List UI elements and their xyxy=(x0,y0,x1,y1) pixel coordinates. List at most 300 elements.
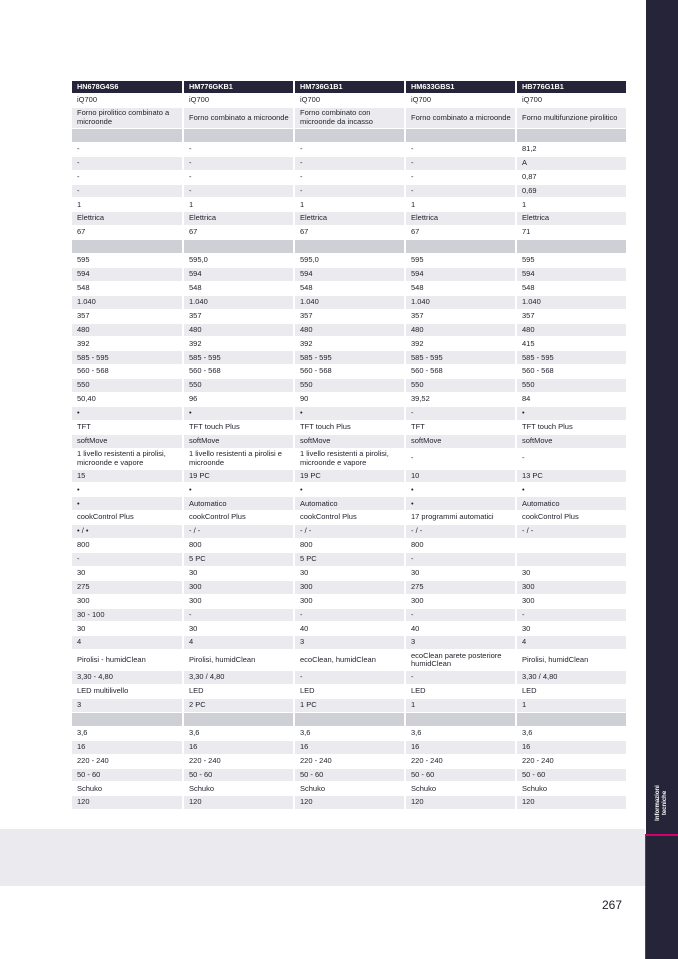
table-cell: Pirolisi, humidClean xyxy=(516,650,626,671)
table-cell: 84 xyxy=(516,393,626,407)
table-row xyxy=(72,768,626,782)
table-cell: 3,6 xyxy=(72,726,183,740)
table-row xyxy=(72,740,626,754)
table-cell: 3 xyxy=(294,636,405,650)
table-cell: Elettrica xyxy=(183,212,294,226)
table-cell: 120 xyxy=(183,796,294,810)
table-cell: 560 - 568 xyxy=(72,365,183,379)
table-cell: A xyxy=(516,156,626,170)
table-row xyxy=(72,726,626,740)
table-cell: - xyxy=(72,142,183,156)
table-cell: softMove xyxy=(183,434,294,448)
section-separator xyxy=(72,128,626,142)
table-cell: - / - xyxy=(405,525,516,539)
table-cell: • xyxy=(294,483,405,497)
table-cell: 3,6 xyxy=(294,726,405,740)
table-cell: 560 - 568 xyxy=(294,365,405,379)
table-cell: 16 xyxy=(516,740,626,754)
table-cell: TFT touch Plus xyxy=(516,420,626,434)
table-cell: softMove xyxy=(294,434,405,448)
spec-table-body xyxy=(72,81,626,810)
table-cell: 16 xyxy=(405,740,516,754)
table-cell: - xyxy=(405,448,516,469)
table-cell: 67 xyxy=(405,226,516,240)
table-cell: - xyxy=(72,156,183,170)
table-cell: - xyxy=(183,170,294,184)
table-cell: 40 xyxy=(405,622,516,636)
table-cell: 3 xyxy=(72,698,183,712)
table-cell: ecoClean parete posteriore humidClean xyxy=(405,650,516,671)
table-cell: 220 - 240 xyxy=(516,754,626,768)
table-row xyxy=(72,337,626,351)
table-cell: 585 - 595 xyxy=(516,351,626,365)
table-cell: 96 xyxy=(183,393,294,407)
table-cell: 30 xyxy=(405,566,516,580)
table-cell: 1 livello resistenti a pirolisi, microonde e vapore xyxy=(72,448,183,469)
table-row xyxy=(72,351,626,365)
table-cell: TFT xyxy=(405,420,516,434)
table-cell: 800 xyxy=(294,539,405,553)
table-cell: 30 xyxy=(72,622,183,636)
table-cell: iQ700 xyxy=(72,94,183,108)
table-cell: - xyxy=(183,156,294,170)
table-cell: 13 PC xyxy=(516,469,626,483)
table-cell: 30 xyxy=(516,622,626,636)
table-cell: iQ700 xyxy=(405,94,516,108)
table-cell: 480 xyxy=(294,323,405,337)
table-cell: - xyxy=(183,184,294,198)
table-cell: Schuko xyxy=(516,782,626,796)
table-cell: 1 xyxy=(516,198,626,212)
table-cell: 585 - 595 xyxy=(183,351,294,365)
table-cell: 2 PC xyxy=(183,698,294,712)
table-row xyxy=(72,184,626,198)
table-cell: Automatico xyxy=(294,497,405,511)
table-row xyxy=(72,698,626,712)
table-cell: 3,30 / 4,80 xyxy=(183,671,294,685)
table-cell: • xyxy=(294,406,405,420)
table-cell: 220 - 240 xyxy=(72,754,183,768)
table-cell: Forno combinato con microonde da incasso xyxy=(294,107,405,128)
table-row xyxy=(72,254,626,268)
table-cell: Elettrica xyxy=(405,212,516,226)
table-cell: - / - xyxy=(294,525,405,539)
table-cell: 480 xyxy=(183,323,294,337)
table-cell: 50 - 60 xyxy=(183,768,294,782)
table-cell: 40 xyxy=(294,622,405,636)
table-cell: 560 - 568 xyxy=(405,365,516,379)
table-row xyxy=(72,406,626,420)
accent-line xyxy=(645,834,646,959)
table-cell: 595 xyxy=(72,254,183,268)
table-row xyxy=(72,393,626,407)
table-cell: 300 xyxy=(72,594,183,608)
table-cell: TFT xyxy=(72,420,183,434)
table-cell xyxy=(516,552,626,566)
column-header: HB776G1B1 xyxy=(516,81,626,94)
table-row xyxy=(72,525,626,539)
table-cell: 275 xyxy=(405,580,516,594)
table-cell: - xyxy=(405,184,516,198)
table-cell: 4 xyxy=(72,636,183,650)
table-cell: • xyxy=(72,483,183,497)
table-cell: 3,30 / 4,80 xyxy=(516,671,626,685)
table-cell: 3,6 xyxy=(183,726,294,740)
table-row xyxy=(72,650,626,671)
table-cell: Elettrica xyxy=(516,212,626,226)
table-cell: LED xyxy=(405,685,516,699)
table-row xyxy=(72,566,626,580)
table-cell: 1 xyxy=(72,198,183,212)
table-cell: - xyxy=(405,671,516,685)
table-cell: 595 xyxy=(405,254,516,268)
footer-band xyxy=(0,829,645,886)
table-cell: 275 xyxy=(72,580,183,594)
separator-cell xyxy=(405,128,516,142)
column-header: HN678G4S6 xyxy=(72,81,183,94)
table-cell: - xyxy=(72,552,183,566)
table-cell: 10 xyxy=(405,469,516,483)
table-cell: 17 programmi automatici xyxy=(405,511,516,525)
table-cell: Forno combinato a microonde xyxy=(405,107,516,128)
separator-cell xyxy=(294,128,405,142)
table-cell: 3,6 xyxy=(516,726,626,740)
table-cell: • xyxy=(72,497,183,511)
table-cell: 560 - 568 xyxy=(183,365,294,379)
table-cell: 594 xyxy=(516,268,626,282)
table-row xyxy=(72,580,626,594)
separator-cell xyxy=(294,712,405,726)
table-cell: Elettrica xyxy=(294,212,405,226)
table-cell: 16 xyxy=(294,740,405,754)
table-cell: 357 xyxy=(183,309,294,323)
table-cell: 1 xyxy=(294,198,405,212)
page-number: 267 xyxy=(601,898,622,912)
table-cell: • xyxy=(516,483,626,497)
table-cell: 3,6 xyxy=(405,726,516,740)
table-cell: 300 xyxy=(183,594,294,608)
table-row xyxy=(72,107,626,128)
section-separator xyxy=(72,712,626,726)
table-cell: 1 xyxy=(405,698,516,712)
table-cell: 560 - 568 xyxy=(516,365,626,379)
table-cell: cookControl Plus xyxy=(183,511,294,525)
table-cell: 300 xyxy=(294,580,405,594)
table-cell: softMove xyxy=(405,434,516,448)
table-cell: 3,30 - 4,80 xyxy=(72,671,183,685)
table-cell: 30 xyxy=(516,566,626,580)
table-cell: 1 xyxy=(183,198,294,212)
table-cell: 220 - 240 xyxy=(183,754,294,768)
section-separator xyxy=(72,240,626,254)
table-cell: 548 xyxy=(516,281,626,295)
table-row xyxy=(72,448,626,469)
table-cell: 39,52 xyxy=(405,393,516,407)
table-cell: cookControl Plus xyxy=(516,511,626,525)
table-cell: 30 xyxy=(183,566,294,580)
spec-table xyxy=(72,81,626,810)
table-cell: 30 - 100 xyxy=(72,608,183,622)
table-row xyxy=(72,198,626,212)
table-row xyxy=(72,671,626,685)
table-cell: 550 xyxy=(405,379,516,393)
table-cell: 16 xyxy=(183,740,294,754)
table-cell: 120 xyxy=(294,796,405,810)
table-cell: • xyxy=(183,406,294,420)
table-row xyxy=(72,295,626,309)
table-row xyxy=(72,685,626,699)
separator-cell xyxy=(516,712,626,726)
table-cell: 550 xyxy=(183,379,294,393)
table-cell: 30 xyxy=(72,566,183,580)
table-cell: 3 xyxy=(405,636,516,650)
table-cell: 4 xyxy=(183,636,294,650)
table-cell: LED multilivello xyxy=(72,685,183,699)
table-cell: 19 PC xyxy=(294,469,405,483)
table-row xyxy=(72,281,626,295)
table-cell: 800 xyxy=(405,539,516,553)
table-cell: 585 - 595 xyxy=(405,351,516,365)
table-cell: Schuko xyxy=(183,782,294,796)
table-cell: • xyxy=(72,406,183,420)
table-cell: 300 xyxy=(516,580,626,594)
table-cell: TFT touch Plus xyxy=(183,420,294,434)
table-cell: Automatico xyxy=(516,497,626,511)
table-row xyxy=(72,94,626,108)
table-cell: - xyxy=(405,608,516,622)
table-cell: 67 xyxy=(72,226,183,240)
table-cell: cookControl Plus xyxy=(294,511,405,525)
table-cell: - xyxy=(294,170,405,184)
table-cell: - xyxy=(405,406,516,420)
table-row xyxy=(72,170,626,184)
table-cell: - xyxy=(183,142,294,156)
table-cell: iQ700 xyxy=(516,94,626,108)
table-cell: Forno combinato a microonde xyxy=(183,107,294,128)
table-cell: - xyxy=(405,156,516,170)
table-row xyxy=(72,268,626,282)
table-cell: 71 xyxy=(516,226,626,240)
table-cell: 50 - 60 xyxy=(405,768,516,782)
table-cell: - xyxy=(294,184,405,198)
table-cell: 550 xyxy=(72,379,183,393)
table-cell: 120 xyxy=(516,796,626,810)
table-cell: 5 PC xyxy=(183,552,294,566)
table-row xyxy=(72,539,626,553)
table-cell: 595 xyxy=(516,254,626,268)
table-cell: 120 xyxy=(72,796,183,810)
table-cell: 550 xyxy=(516,379,626,393)
table-cell: 120 xyxy=(405,796,516,810)
table-cell: 595,0 xyxy=(294,254,405,268)
table-cell: iQ700 xyxy=(294,94,405,108)
table-cell: cookControl Plus xyxy=(72,511,183,525)
table-cell: 15 xyxy=(72,469,183,483)
table-cell xyxy=(516,539,626,553)
sidebar-label-line-1: Informazioni xyxy=(655,785,662,821)
table-cell: 5 PC xyxy=(294,552,405,566)
table-cell: 300 xyxy=(405,594,516,608)
table-cell: - xyxy=(72,184,183,198)
table-cell: 548 xyxy=(72,281,183,295)
table-cell: - xyxy=(405,142,516,156)
table-row xyxy=(72,469,626,483)
separator-cell xyxy=(405,240,516,254)
separator-cell xyxy=(405,712,516,726)
table-row xyxy=(72,379,626,393)
separator-cell xyxy=(183,240,294,254)
table-cell: 300 xyxy=(294,594,405,608)
table-cell: 548 xyxy=(405,281,516,295)
table-cell: 1 xyxy=(405,198,516,212)
table-row xyxy=(72,142,626,156)
table-cell: - / - xyxy=(516,525,626,539)
table-cell: 415 xyxy=(516,337,626,351)
table-cell: 480 xyxy=(516,323,626,337)
table-cell: Schuko xyxy=(72,782,183,796)
table-cell: 90 xyxy=(294,393,405,407)
table-row xyxy=(72,434,626,448)
table-cell: 220 - 240 xyxy=(405,754,516,768)
table-cell: 480 xyxy=(405,323,516,337)
table-header-row xyxy=(72,81,626,94)
table-cell: 585 - 595 xyxy=(294,351,405,365)
table-cell: • / • xyxy=(72,525,183,539)
column-header: HM736G1B1 xyxy=(294,81,405,94)
table-row xyxy=(72,622,626,636)
table-cell: 357 xyxy=(405,309,516,323)
table-cell: 50,40 xyxy=(72,393,183,407)
table-cell: 480 xyxy=(72,323,183,337)
table-cell: 300 xyxy=(183,580,294,594)
table-row xyxy=(72,511,626,525)
table-cell: Forno pirolitico combinato a microonde xyxy=(72,107,183,128)
table-cell: - xyxy=(72,170,183,184)
table-cell: 392 xyxy=(72,337,183,351)
table-cell: 220 - 240 xyxy=(294,754,405,768)
table-row xyxy=(72,782,626,796)
table-row xyxy=(72,309,626,323)
table-row xyxy=(72,323,626,337)
table-cell: 67 xyxy=(294,226,405,240)
table-cell: 50 - 60 xyxy=(294,768,405,782)
table-cell: 800 xyxy=(183,539,294,553)
table-cell: 300 xyxy=(516,594,626,608)
table-row xyxy=(72,483,626,497)
table-cell: 16 xyxy=(72,740,183,754)
table-cell: 548 xyxy=(183,281,294,295)
table-cell: - xyxy=(516,448,626,469)
table-cell: - / - xyxy=(183,525,294,539)
table-cell: 1 PC xyxy=(294,698,405,712)
table-cell: 50 - 60 xyxy=(72,768,183,782)
table-cell: Schuko xyxy=(294,782,405,796)
table-cell: 1 livello resistenti a pirolisi e microonde xyxy=(183,448,294,469)
table-cell: • xyxy=(405,483,516,497)
table-row xyxy=(72,796,626,810)
separator-cell xyxy=(72,712,183,726)
table-cell: 50 - 60 xyxy=(516,768,626,782)
table-cell: 30 xyxy=(294,566,405,580)
table-cell: Elettrica xyxy=(72,212,183,226)
separator-cell xyxy=(72,240,183,254)
table-cell: 0,87 xyxy=(516,170,626,184)
table-row xyxy=(72,594,626,608)
table-cell: 1.040 xyxy=(516,295,626,309)
table-row xyxy=(72,156,626,170)
table-cell: 1.040 xyxy=(405,295,516,309)
table-cell: - xyxy=(183,608,294,622)
table-cell: - xyxy=(405,552,516,566)
table-cell: Pirolisi, humidClean xyxy=(183,650,294,671)
column-header: HM776GKB1 xyxy=(183,81,294,94)
table-row xyxy=(72,365,626,379)
table-cell: - xyxy=(405,170,516,184)
table-cell: Forno multifunzione pirolitico xyxy=(516,107,626,128)
table-row xyxy=(72,420,626,434)
table-cell: 1.040 xyxy=(183,295,294,309)
separator-cell xyxy=(183,128,294,142)
table-cell: 800 xyxy=(72,539,183,553)
table-row xyxy=(72,497,626,511)
table-cell: - xyxy=(294,671,405,685)
table-cell: softMove xyxy=(72,434,183,448)
column-header: HM633GBS1 xyxy=(405,81,516,94)
table-cell: 1 livello resistenti a pirolisi, microonde e vapore xyxy=(294,448,405,469)
table-cell: softMove xyxy=(516,434,626,448)
table-cell: 357 xyxy=(516,309,626,323)
table-cell: 392 xyxy=(183,337,294,351)
sidebar-section-label[interactable] xyxy=(647,775,677,831)
table-row xyxy=(72,212,626,226)
separator-cell xyxy=(516,240,626,254)
table-cell: 4 xyxy=(516,636,626,650)
table-cell: 548 xyxy=(294,281,405,295)
table-cell: 392 xyxy=(405,337,516,351)
table-cell: LED xyxy=(183,685,294,699)
table-row xyxy=(72,226,626,240)
table-cell: • xyxy=(516,406,626,420)
table-cell: 594 xyxy=(72,268,183,282)
table-cell: - xyxy=(516,608,626,622)
table-row xyxy=(72,754,626,768)
table-cell: 594 xyxy=(294,268,405,282)
table-row xyxy=(72,636,626,650)
table-cell: 392 xyxy=(294,337,405,351)
table-cell: 357 xyxy=(72,309,183,323)
table-cell: Schuko xyxy=(405,782,516,796)
table-cell: ecoClean, humidClean xyxy=(294,650,405,671)
table-cell: Pirolisi - humidClean xyxy=(72,650,183,671)
table-cell: 0,69 xyxy=(516,184,626,198)
separator-cell xyxy=(294,240,405,254)
table-cell: - xyxy=(294,156,405,170)
table-row xyxy=(72,552,626,566)
table-cell: 1.040 xyxy=(294,295,405,309)
accent-line-top xyxy=(645,834,678,836)
sidebar-label-line-2: tecniche xyxy=(662,790,669,816)
table-cell: • xyxy=(183,483,294,497)
table-cell: 594 xyxy=(183,268,294,282)
table-cell: - xyxy=(294,142,405,156)
table-cell: 357 xyxy=(294,309,405,323)
table-cell: • xyxy=(405,497,516,511)
table-cell: 1 xyxy=(516,698,626,712)
table-cell: 67 xyxy=(183,226,294,240)
table-cell: 585 - 595 xyxy=(72,351,183,365)
table-cell: LED xyxy=(294,685,405,699)
table-cell: 1.040 xyxy=(72,295,183,309)
